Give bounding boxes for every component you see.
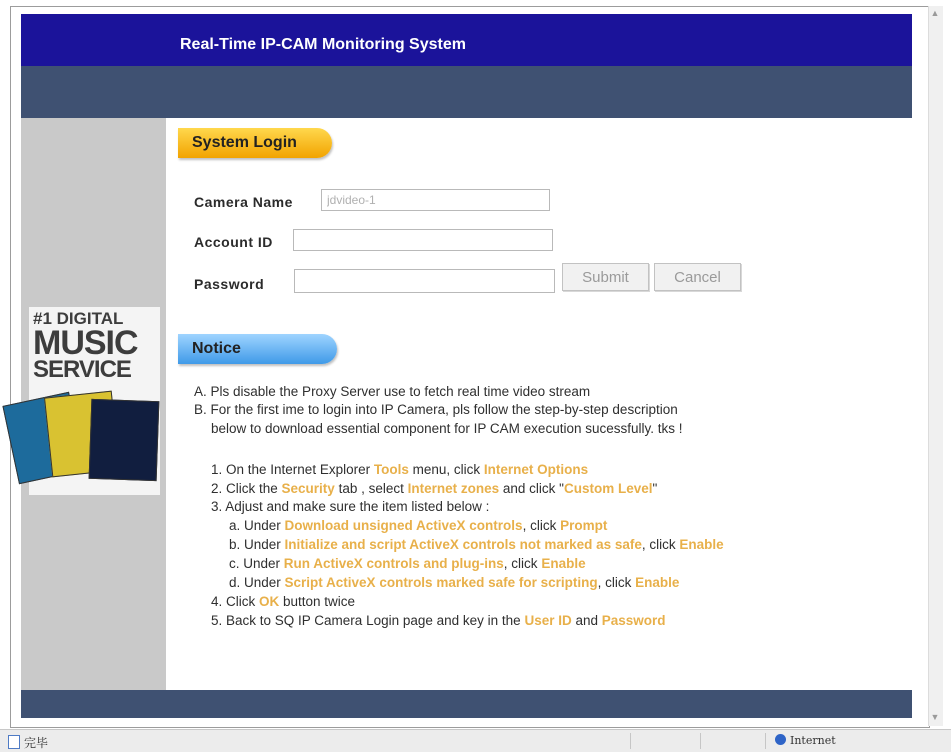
step-4 [211,594,911,609]
vertical-scrollbar[interactable] [928,6,943,726]
submit-button[interactable]: Submit [562,263,649,291]
page-icon [8,735,20,749]
step-3c [229,556,929,571]
notice-line-a: A. Pls disable the Proxy Server use to fetch real time video stream [194,384,591,399]
step-text: and [571,613,602,628]
sub-header-bar [21,66,912,118]
keyword-tools: Tools [373,462,409,477]
camera-name-input[interactable] [321,189,550,211]
step-text: tab , select [334,481,408,496]
step-text: d. Under [229,575,285,590]
step-text: c. Under [229,556,284,571]
step-5 [211,613,911,628]
scroll-up-arrow-icon[interactable]: ▲ [930,8,940,18]
keyword-initialize-script: Initialize and script ActiveX controls not marked as safe [284,537,642,552]
page-title: Real-Time IP-CAM Monitoring System [180,36,466,53]
password-input[interactable] [294,269,555,293]
keyword-user-id: User ID [524,613,572,628]
step-text: " [652,481,658,496]
keyword-custom-level: Custom Level [563,481,653,496]
notice-line-b-cont: below to download essential component for IP CAM execution sucessfully. tks ! [211,421,683,436]
keyword-prompt: Prompt [560,518,608,533]
status-text [8,734,48,751]
zone-label: Internet [790,734,836,747]
cancel-button[interactable]: Cancel [654,263,741,291]
keyword-password: Password [601,613,666,628]
step-text: , click [522,518,561,533]
keyword-internet-options: Internet Options [483,462,589,477]
step-1 [211,462,911,477]
account-id-input[interactable] [293,229,553,251]
keyword-download-unsigned: Download unsigned ActiveX controls [284,518,523,533]
security-zone [775,734,836,747]
keyword-run-activex: Run ActiveX controls and plug-ins [283,556,504,571]
keyword-internet-zones: Internet zones [407,481,500,496]
status-divider [630,733,631,749]
browser-status-bar [0,729,951,752]
system-login-heading: System Login [178,128,332,158]
keyword-security: Security [281,481,335,496]
step-2 [211,481,911,496]
keyword-script-activex: Script ActiveX controls marked safe for scripting [284,575,598,590]
step-3d [229,575,929,590]
header-bar [21,14,912,66]
banner-line-1: #1 DIGITAL [33,309,124,328]
status-divider [765,733,766,749]
status-divider [700,733,701,749]
notice-heading: Notice [178,334,337,364]
account-id-label: Account ID [194,234,273,250]
keyword-enable: Enable [541,556,586,571]
banner-line-3: SERVICE [33,356,131,384]
step-text: and click " [499,481,564,496]
keyword-enable: Enable [679,537,724,552]
keyword-enable: Enable [635,575,680,590]
keyword-ok: OK [259,594,280,609]
step-text: a. Under [229,518,285,533]
step-text: button twice [279,594,356,609]
step-3b [229,537,929,552]
step-text: 1. On the Internet Explorer [211,462,374,477]
step-text: , click [641,537,680,552]
step-text: b. Under [229,537,285,552]
notice-line-b: B. For the first ime to login into IP Camera, pls follow the step-by-step description [194,402,678,417]
footer-bar [21,690,912,718]
password-label: Password [194,276,265,292]
step-text: 2. Click the [211,481,282,496]
scroll-down-arrow-icon[interactable]: ▼ [930,712,940,722]
step-text: 5. Back to SQ IP Camera Login page and key in the [211,613,525,628]
step-text: , click [597,575,636,590]
step-3a [229,518,929,533]
banner-line-2: MUSIC [33,324,138,363]
status-done-label: 完毕 [24,736,49,750]
step-3: 3. Adjust and make sure the item listed below : [211,499,490,514]
step-text: menu, click [408,462,484,477]
camera-name-label: Camera Name [194,194,293,210]
step-text: 4. Click [211,594,260,609]
album-art-image [89,399,160,481]
globe-icon [775,734,786,745]
banner-text [33,311,160,382]
step-text: , click [503,556,542,571]
